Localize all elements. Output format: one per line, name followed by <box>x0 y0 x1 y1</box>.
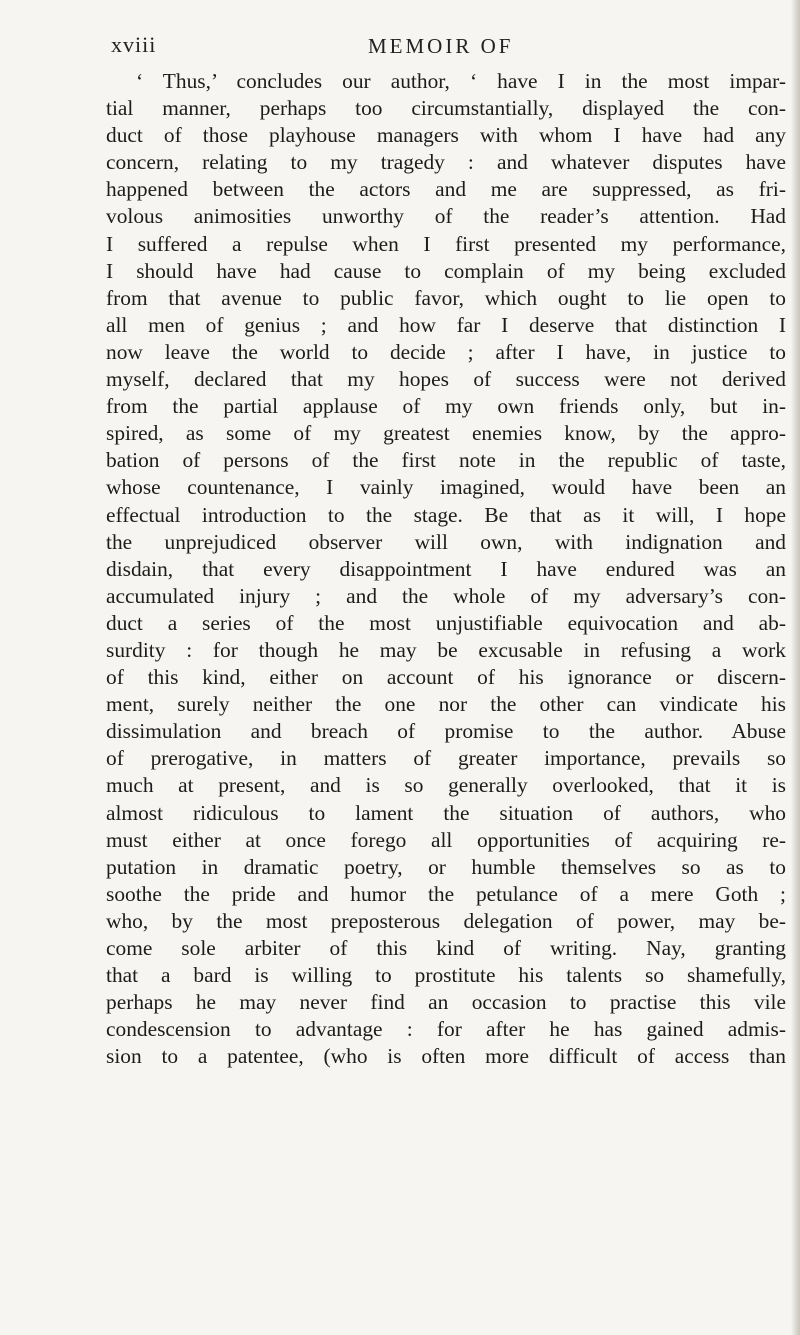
text-line: I suffered a repulse when I first presented my performance, <box>106 231 786 256</box>
text-line: must either at once forego all opportunities of acquiring re- <box>106 827 786 852</box>
text-line: who, by the most preposterous delegation of power, may be- <box>106 908 786 933</box>
text-line: all men of genius ; and how far I deserve that distinction I <box>106 312 786 337</box>
text-line: sion to a patentee, (who is often more difficult of access than <box>106 1044 786 1069</box>
text-line: accumulated injury ; and the whole of my adversary’s con- <box>106 583 786 608</box>
text-line: concern, relating to my tragedy : and whatever disputes have <box>106 150 786 175</box>
page-header <box>0 30 800 64</box>
running-head: MEMOIR OF <box>368 34 514 58</box>
text-line: from that avenue to public favor, which ought to lie open to <box>106 285 786 310</box>
text-line: the unprejudiced observer will own, with indignation and <box>106 529 786 554</box>
text-line: of this kind, either on account of his ignorance or discern- <box>106 665 786 690</box>
text-line: tial manner, perhaps too circumstantially, displayed the con- <box>106 96 786 121</box>
text-line: surdity : for though he may be excusable in refusing a work <box>106 637 786 662</box>
text-line: ‘ Thus,’ concludes our author, ‘ have I in the most impar- <box>136 69 786 93</box>
text-line: spired, as some of my greatest enemies know, by the appro- <box>106 421 786 446</box>
page-number: xviii <box>111 32 157 57</box>
text-line: effectual introduction to the stage. Be that as it will, I hope <box>106 502 786 527</box>
text-line: happened between the actors and me are suppressed, as fri- <box>106 177 786 202</box>
text-line: condescension to advantage : for after he has gained admis- <box>106 1017 786 1042</box>
text-line: that a bard is willing to prostitute his talents so shamefully, <box>106 963 786 988</box>
text-line: I should have had cause to complain of my being excluded <box>106 258 786 283</box>
text-line: bation of persons of the first note in the republic of taste, <box>106 448 786 473</box>
text-line: perhaps he may never find an occasion to practise this vile <box>106 990 786 1015</box>
text-line: soothe the pride and humor the petulance of a mere Goth ; <box>106 881 786 906</box>
text-line: volous animosities unworthy of the reader’s attention. Had <box>106 204 786 229</box>
text-line: duct a series of the most unjustifiable equivocation and ab- <box>106 610 786 635</box>
body-text <box>106 68 786 1070</box>
text-line: duct of those playhouse managers with whom I have had any <box>106 123 786 148</box>
text-line: putation in dramatic poetry, or humble themselves so as to <box>106 854 786 879</box>
text-line: myself, declared that my hopes of success were not derived <box>106 367 786 392</box>
text-line: much at present, and is so generally overlooked, that it is <box>106 773 786 798</box>
text-line: come sole arbiter of this kind of writing. Nay, granting <box>106 936 786 960</box>
text-line: dissimulation and breach of promise to the author. Abuse <box>106 719 786 744</box>
text-line: of prerogative, in matters of greater importance, prevails so <box>106 746 786 771</box>
text-line: now leave the world to decide ; after I have, in justice to <box>106 339 786 364</box>
text-line: disdain, that every disappointment I have endured was an <box>106 556 786 581</box>
text-line: whose countenance, I vainly imagined, would have been an <box>106 475 786 500</box>
text-line: from the partial applause of my own friends only, but in- <box>106 394 786 419</box>
page-edge-shadow <box>791 0 800 1335</box>
text-line: ment, surely neither the one nor the other can vindicate his <box>106 692 786 717</box>
text-line: almost ridiculous to lament the situation of authors, who <box>106 800 786 825</box>
